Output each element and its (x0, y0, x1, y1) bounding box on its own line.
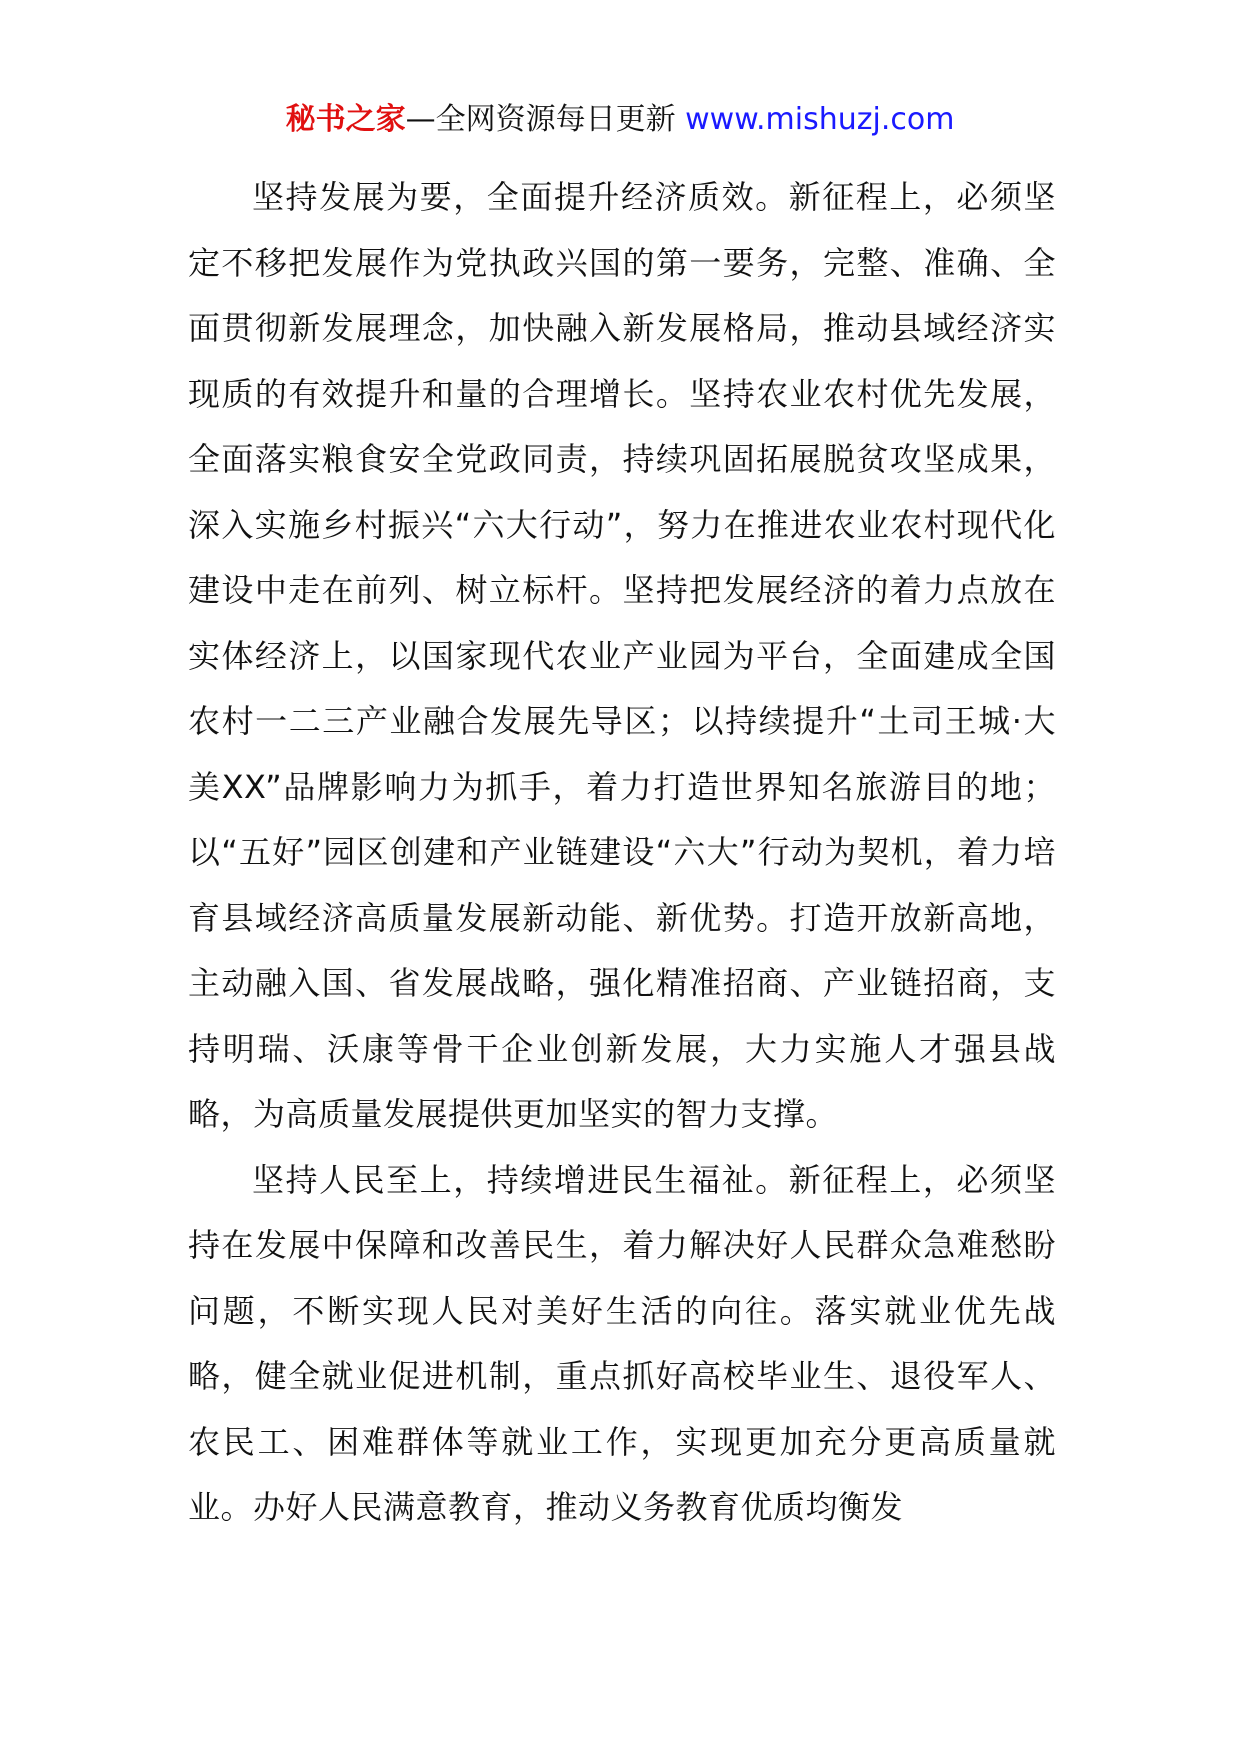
header-tagline: —全网资源每日更新 (405, 102, 686, 137)
document-header (0, 100, 1240, 140)
document-body (188, 165, 1056, 1541)
website-link[interactable]: www.mishuzj.com (685, 102, 955, 137)
brand-name: 秘书之家 (285, 102, 406, 137)
paragraph-development: 坚持发展为要，全面提升经济质效。新征程上，必须坚定不移把发展作为党执政兴国的第一要务，完整、准确、全面贯彻新发展理念，加快融入新发展格局，推动县域经济实现质的有效提升和量的合理增长。坚持农业农村优先发展，全面落实粮食安全党政同责，持续巩固拓展脱贫攻坚成果，深入实施乡村振兴“六大行动”，努力在推进农业农村现代化建设中走在前列、树立标杆。坚持把发展经济的着力点放在实体经济上，以国家现代农业产业园为平台，全面建成全国农村一二三产业融合发展先导区；以持续提升“土司王城·大美XX”品牌影响力为抓手，着力打造世界知名旅游目的地；以“五好”园区创建和产业链建设“六大”行动为契机，着力培育县域经济高质量发展新动能、新优势。打造开放新高地，主动融入国、省发展战略，强化精准招商、产业链招商，支持明瑞、沃康等骨干企业创新发展，大力实施人才强县战略，为高质量发展提供更加坚实的智力支撑。 (188, 178, 1056, 1133)
paragraph-livelihood: 坚持人民至上，持续增进民生福祉。新征程上，必须坚持在发展中保障和改善民生，着力解决好人民群众急难愁盼问题，不断实现人民对美好生活的向往。落实就业优先战略，健全就业促进机制，重点抓好高校毕业生、退役军人、农民工、困难群体等就业工作，实现更加充分更高质量就业。办好人民满意教育，推动义务教育优质均衡发 (188, 1160, 1056, 1526)
